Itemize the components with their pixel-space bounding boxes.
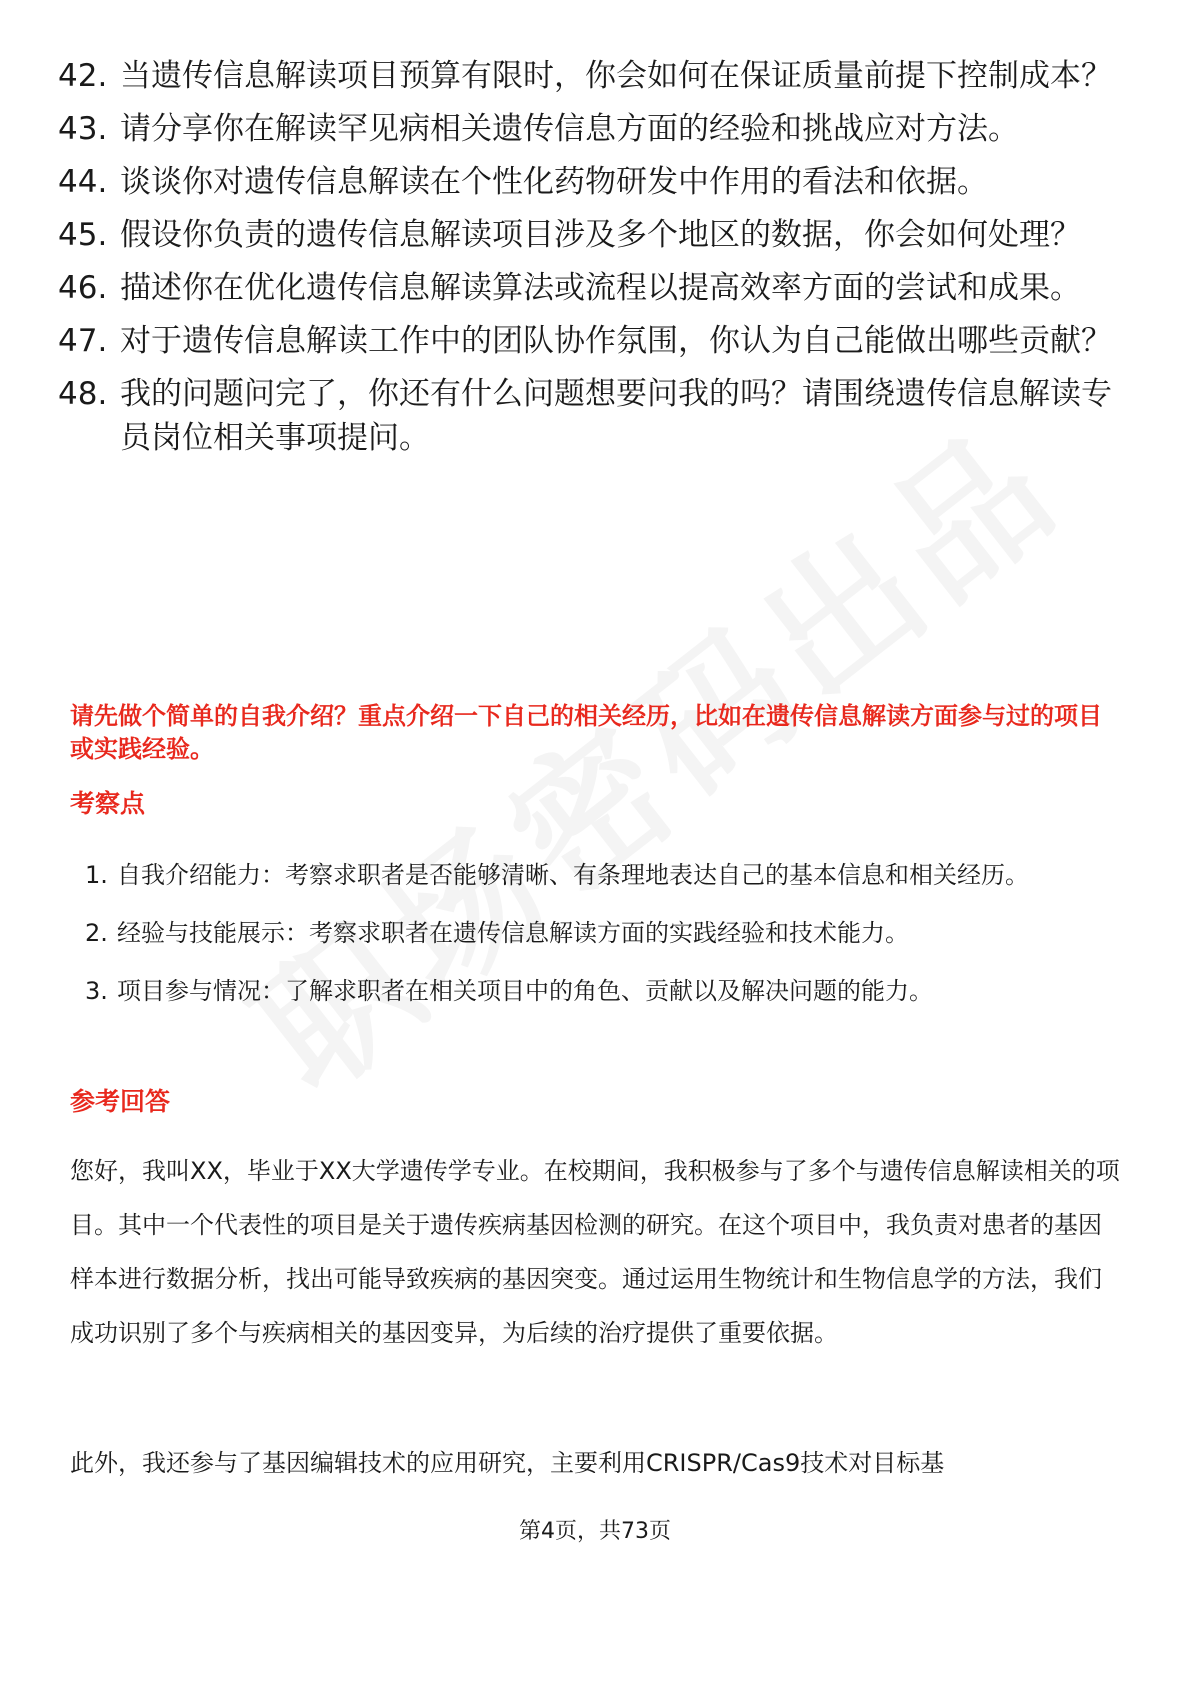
focus-point-text: 经验与技能展示：考察求职者在遗传信息解读方面的实践经验和技术能力。: [117, 919, 909, 947]
focus-title: 考察点: [70, 789, 146, 818]
focus-point-number: 2.: [85, 919, 108, 947]
focus-point-text: 自我介绍能力：考察求职者是否能够清晰、有条理地表达自己的基本信息和相关经历。: [117, 861, 1029, 889]
question-item: [58, 319, 1118, 363]
focus-point-list: [85, 848, 1115, 1022]
focus-point: [85, 848, 1115, 902]
question-number: 46.: [58, 270, 108, 306]
question-text: 请分享你在解读罕见病相关遗传信息方面的经验和挑战应对方法。: [120, 111, 1019, 147]
intro-question: 请先做个简单的自我介绍？重点介绍一下自己的相关经历，比如在遗传信息解读方面参与过的项目或实践经验。: [70, 702, 1102, 763]
focus-point: [85, 906, 1115, 960]
answer-paragraph: 此外，我还参与了基因编辑技术的应用研究，主要利用CRISPR/Cas9技术对目标基: [70, 1449, 945, 1477]
answer-paragraph: 您好，我叫XX，毕业于XX大学遗传学专业。在校期间，我积极参与了多个与遗传信息解读相关的项目。其中一个代表性的项目是关于遗传疾病基因检测的研究。在这个项目中，我负责对患者的基因样本进行数据分析，找出可能导致疾病的基因突变。通过运用生物统计和生物信息学的方法，我们成功识别了多个与疾病相关的基因变异，为后续的治疗提供了重要依据。: [70, 1157, 1120, 1347]
question-text: 对于遗传信息解读工作中的团队协作氛围，你认为自己能做出哪些贡献？: [120, 323, 1112, 359]
focus-point-number: 3.: [85, 977, 108, 1005]
question-item: [58, 160, 1118, 204]
question-item: [58, 213, 1118, 257]
question-number: 48.: [58, 376, 108, 412]
question-item: [58, 372, 1118, 460]
question-number: 47.: [58, 323, 108, 359]
question-text: 假设你负责的遗传信息解读项目涉及多个地区的数据，你会如何处理？: [120, 217, 1081, 253]
question-text: 描述你在优化遗传信息解读算法或流程以提高效率方面的尝试和成果。: [120, 270, 1081, 306]
question-text: 谈谈你对遗传信息解读在个性化药物研发中作用的看法和依据。: [120, 164, 988, 200]
page-footer: 第4页，共73页: [519, 1519, 671, 1544]
question-number: 42.: [58, 58, 108, 94]
answer-title: 参考回答: [70, 1087, 171, 1116]
question-item: [58, 266, 1118, 310]
focus-point-number: 1.: [85, 861, 108, 889]
question-text: 当遗传信息解读项目预算有限时，你会如何在保证质量前提下控制成本？: [120, 58, 1112, 94]
question-number: 44.: [58, 164, 108, 200]
question-list: [58, 54, 1118, 469]
focus-point-text: 项目参与情况：了解求职者在相关项目中的角色、贡献以及解决问题的能力。: [117, 977, 933, 1005]
question-item: [58, 107, 1118, 151]
question-text: 我的问题问完了，你还有什么问题想要问我的吗？请围绕遗传信息解读专员岗位相关事项提问。: [120, 376, 1112, 456]
question-item: [58, 54, 1118, 98]
focus-point: [85, 964, 1115, 1018]
question-number: 45.: [58, 217, 108, 253]
question-number: 43.: [58, 111, 108, 147]
